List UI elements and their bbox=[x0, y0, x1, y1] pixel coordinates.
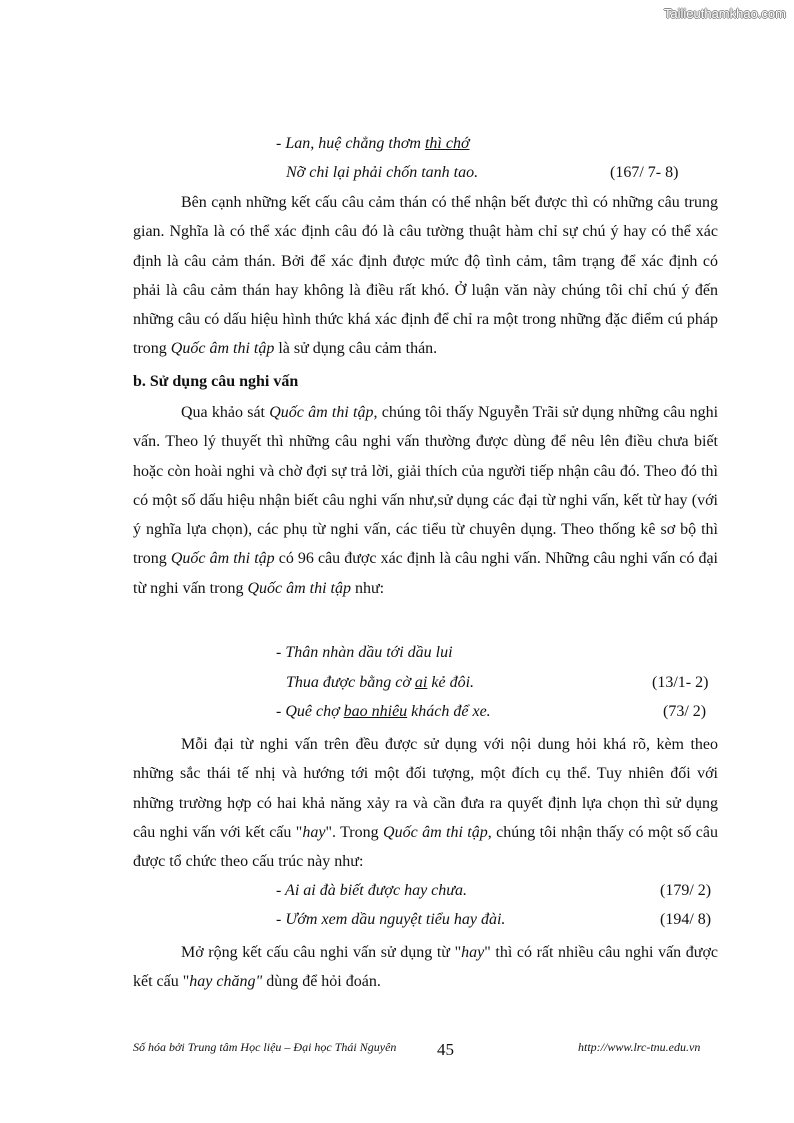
verse-2-ref: (13/1- 2) bbox=[652, 674, 709, 691]
verse-4-ref: (179/ 2) bbox=[660, 882, 712, 899]
book-title: Quốc âm thi tập bbox=[383, 823, 488, 841]
paragraph-text: Bên cạnh những kết cấu câu cảm thán có thể nhận bết được thì có những câu trung gian. Nghĩa là có thể xác định câu đó là câu tường thuật hàm chỉ sự chú ý hay có thể xác định là câu cảm thán. Bởi để xác định được mức độ tình cảm, tâm trạng để xác định có phải là câu cảm thán hay không là điều rất khó. Ở luận văn này chúng tôi chỉ chú ý đến những câu có dấu hiệu hình thức khá xác định để chỉ ra một trong những đặc điểm cú pháp trong bbox=[133, 194, 718, 358]
verse-underlined: ai bbox=[414, 674, 428, 691]
book-title: Quốc âm thi tập bbox=[170, 340, 275, 358]
verse-2-line-2 bbox=[286, 673, 474, 693]
paragraph-text: Mở rộng kết cấu câu nghi vấn sử dụng từ " bbox=[181, 944, 462, 961]
emphasis-word: hay bbox=[302, 823, 326, 841]
watermark: Tailieuthamkhao.com bbox=[663, 6, 786, 21]
paragraph-text: là sử dụng câu cảm thán. bbox=[274, 340, 438, 358]
verse-5-ref: (194/ 8) bbox=[660, 911, 712, 928]
emphasis-word: hay bbox=[461, 944, 485, 961]
paragraph-text: dùng để hỏi đoán. bbox=[262, 973, 381, 991]
paragraph-text: Qua khảo sát bbox=[181, 404, 270, 421]
book-title: Quốc âm thi tập bbox=[269, 404, 374, 421]
paragraph-2 bbox=[133, 398, 718, 603]
verse-text: - Quê chợ bbox=[276, 703, 344, 720]
footer-source: Số hóa bởi Trung tâm Học liệu – Đại học Thái Nguyên bbox=[133, 1040, 397, 1054]
paragraph-text: , chúng tôi thấy Nguyễn Trãi sử dụng những câu nghi vấn. Theo lý thuyết thì những câu nghi vấn thường được dùng để nêu lên điều chưa biết hoặc còn hoài nghi và chờ đợi sự trả lời, giải thích của người tiếp nhận câu đó. Theo đó thì có một số dấu hiệu nhận biết câu nghi vấn như,sử dụng các đại từ nghi vấn, kết từ hay (với ý nghĩa lựa chọn), các phụ từ nghi vấn, các tiểu từ chuyên dụng. Theo thống kê sơ bộ thì trong bbox=[133, 404, 719, 568]
verse-underlined: bao nhiêu bbox=[343, 703, 408, 720]
verse-3 bbox=[276, 702, 491, 722]
verse-text: khách để xe. bbox=[407, 703, 491, 720]
verse-1-ref: (167/ 7- 8) bbox=[610, 164, 679, 181]
paragraph-text: , chúng tôi nhận thấy có một số câu được tổ chức theo cấu trúc này như: bbox=[133, 823, 719, 871]
verse-text: - Lan, huệ chẳng thơm bbox=[276, 135, 425, 152]
paragraph-text: có 96 câu được xác định là câu nghi vấn. Những câu nghi vấn có đại từ nghi vấn trong bbox=[133, 550, 718, 597]
verse-3-ref: (73/ 2) bbox=[663, 703, 707, 720]
verse-1-line-2: Nỡ chi lại phải chốn tanh tao. bbox=[286, 164, 479, 181]
paragraph-text: Mỗi đại từ nghi vấn trên đều được sử dụng với nội dung hỏi khá rõ, kèm theo những sắc thái tế nhị và hướng tới một đối tượng, một đích cụ thể. Tuy nhiên đối với những trường hợp có hai khả năng xảy ra và cần đưa ra quyết định lựa chọn thì sử dụng câu nghi vấn với kết cấu " bbox=[133, 736, 718, 841]
page-number: 45 bbox=[437, 1040, 454, 1059]
emphasis-word: hay chăng" bbox=[189, 973, 263, 991]
paragraph-text: " thì có rất nhiều câu nghi vấn được kết cấu " bbox=[133, 944, 719, 991]
book-title: Quốc âm thi tập bbox=[170, 550, 275, 568]
verse-4: - Ai ai đà biết được hay chưa. bbox=[276, 882, 467, 899]
verse-text: Thua được bằng cờ bbox=[286, 674, 415, 691]
paragraph-text: như: bbox=[350, 579, 385, 597]
paragraph-1 bbox=[133, 188, 718, 364]
book-title: Quốc âm thi tập bbox=[247, 579, 351, 597]
verse-text: kẻ đôi. bbox=[427, 674, 475, 691]
footer-url[interactable]: http://www.lrc-tnu.edu.vn bbox=[578, 1040, 701, 1054]
verse-2-line-1: - Thân nhàn dầu tới dầu lui bbox=[276, 644, 453, 661]
paragraph-text: ". Trong bbox=[325, 823, 384, 841]
section-heading: b. Sử dụng câu nghi vấn bbox=[133, 373, 299, 390]
verse-1-line-1 bbox=[276, 134, 470, 154]
paragraph-4 bbox=[133, 938, 718, 997]
paragraph-3 bbox=[133, 730, 718, 876]
verse-5: - Ướm xem dầu nguyệt tiểu hay đài. bbox=[276, 911, 506, 928]
verse-underlined: thì chớ bbox=[424, 135, 470, 152]
